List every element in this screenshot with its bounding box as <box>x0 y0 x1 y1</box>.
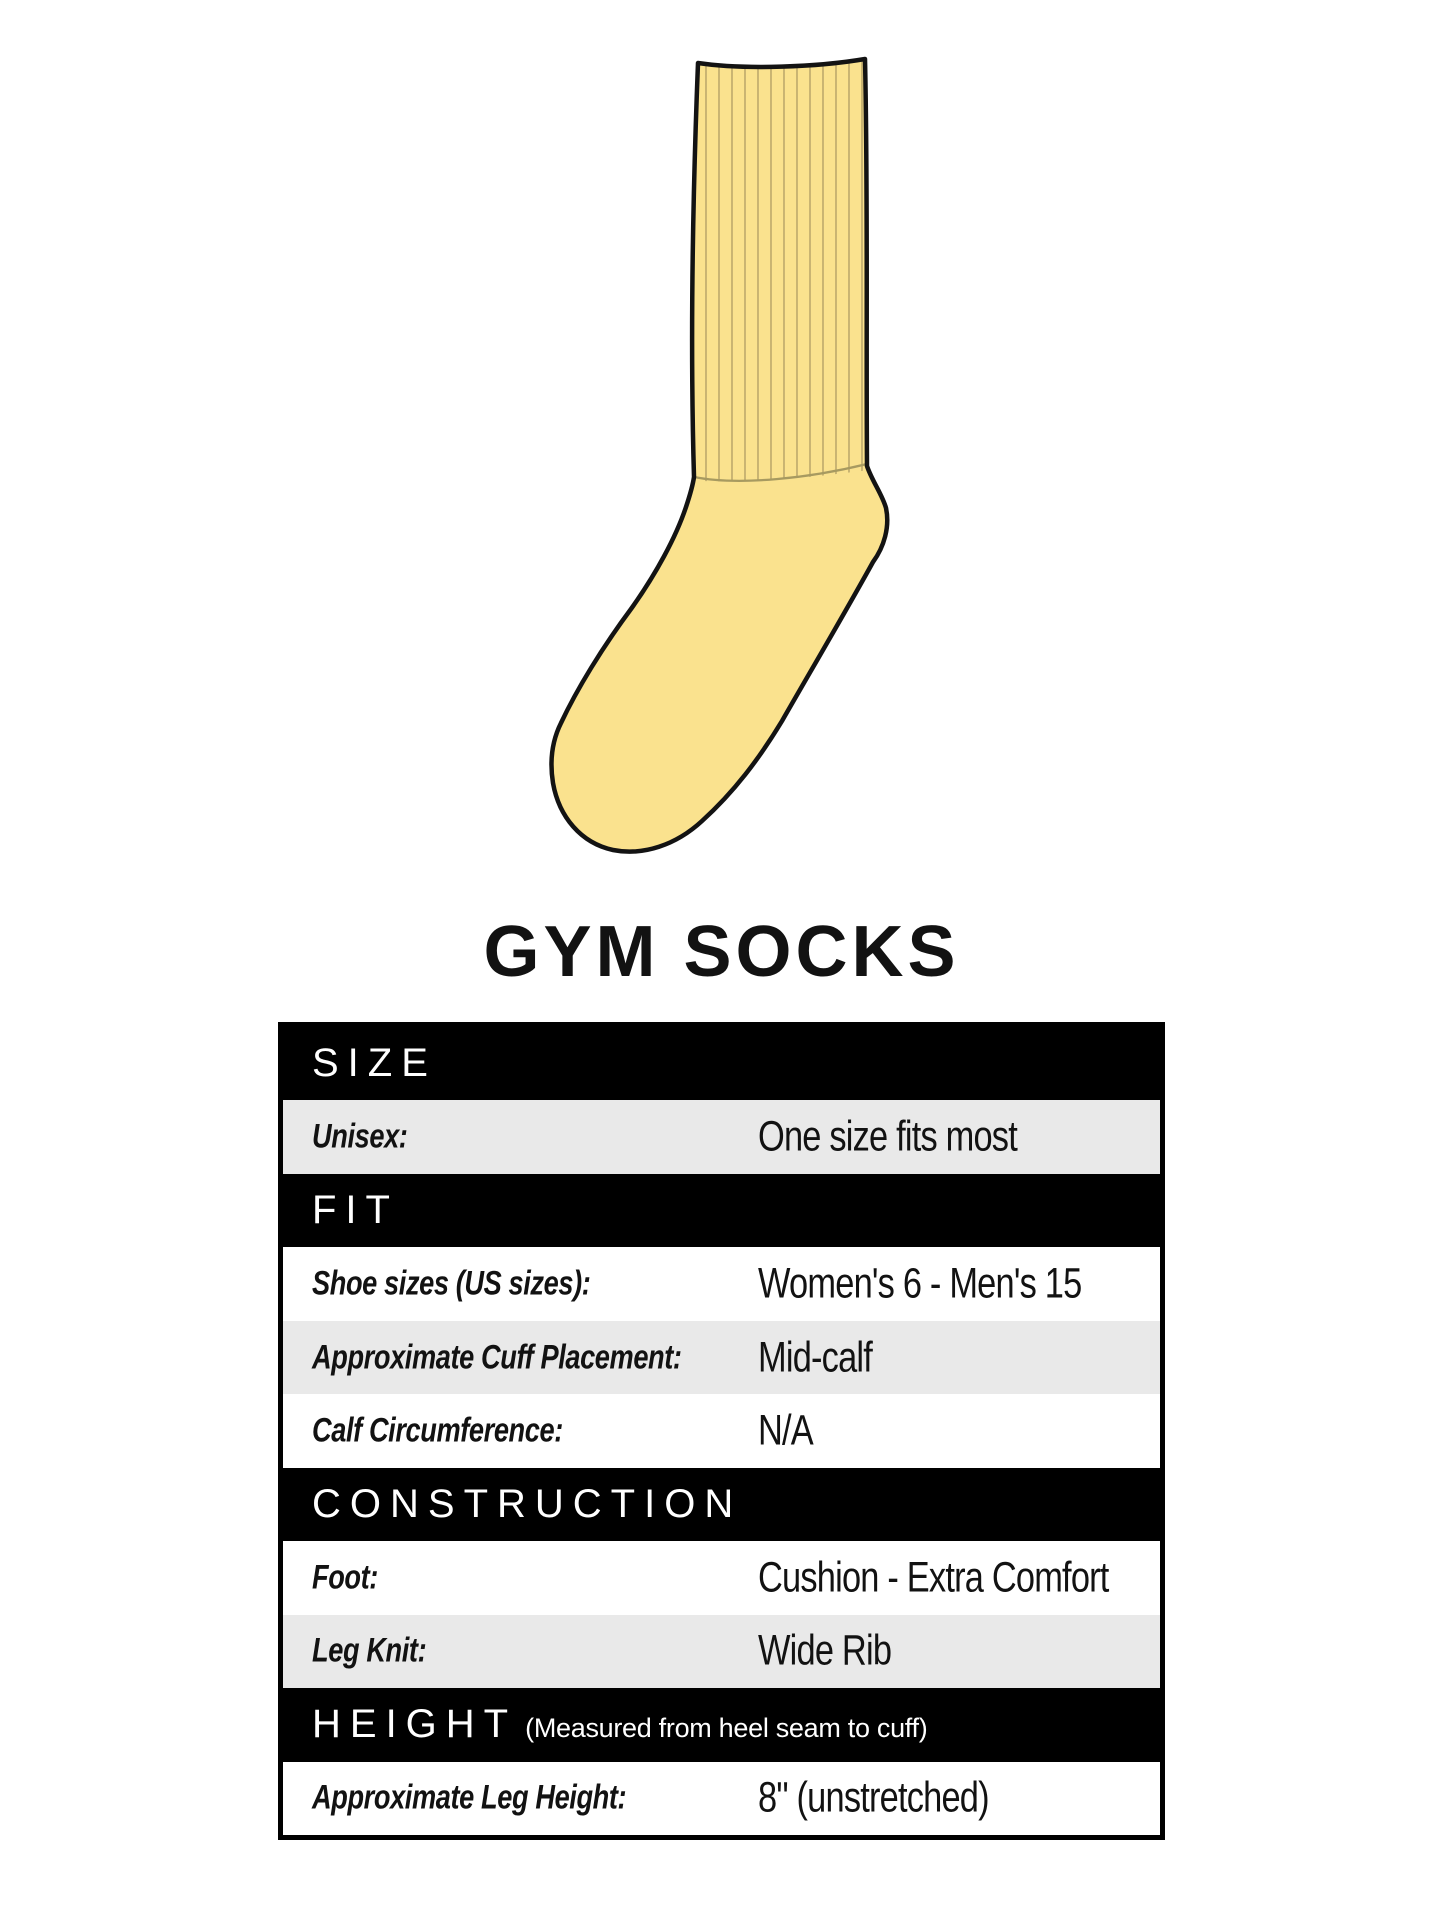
spec-value: Women's 6 - Men's 15 <box>758 1259 1082 1308</box>
product-title: GYM SOCKS <box>483 912 960 993</box>
spec-value: Mid-calf <box>758 1333 873 1382</box>
spec-row-leg-knit <box>283 1615 1160 1688</box>
spec-label: Unisex: <box>312 1117 408 1156</box>
spec-label: Shoe sizes (US sizes): <box>312 1264 591 1303</box>
spec-row-shoe-sizes <box>283 1247 1160 1320</box>
section-heading-note: (Measured from heel seam to cuff) <box>525 1713 928 1744</box>
spec-row-unisex <box>283 1100 1160 1173</box>
spec-row-leg-height <box>283 1762 1160 1835</box>
spec-row-calf-circumference <box>283 1394 1160 1467</box>
spec-value: N/A <box>758 1406 813 1455</box>
spec-label: Approximate Leg Height: <box>312 1778 627 1817</box>
section-header-construction <box>283 1468 1160 1541</box>
section-heading: FIT <box>312 1188 399 1233</box>
spec-value: Wide Rib <box>758 1626 892 1675</box>
spec-label: Foot: <box>312 1558 378 1597</box>
spec-value: Cushion - Extra Comfort <box>758 1553 1109 1602</box>
spec-label: Calf Circumference: <box>312 1411 563 1450</box>
spec-value: One size fits most <box>758 1112 1017 1161</box>
section-header-fit <box>283 1174 1160 1247</box>
spec-row-foot <box>283 1541 1160 1614</box>
spec-label: Leg Knit: <box>312 1631 427 1670</box>
spec-table <box>278 1022 1165 1840</box>
spec-row-cuff-placement <box>283 1321 1160 1394</box>
section-heading: SIZE <box>312 1041 437 1086</box>
sock-illustration <box>420 30 920 880</box>
spec-value: 8" (unstretched) <box>758 1773 989 1822</box>
section-header-size <box>283 1027 1160 1100</box>
section-header-height <box>283 1688 1160 1761</box>
section-heading: CONSTRUCTION <box>312 1481 743 1526</box>
spec-label: Approximate Cuff Placement: <box>312 1338 682 1377</box>
section-heading: HEIGHT <box>312 1702 518 1747</box>
